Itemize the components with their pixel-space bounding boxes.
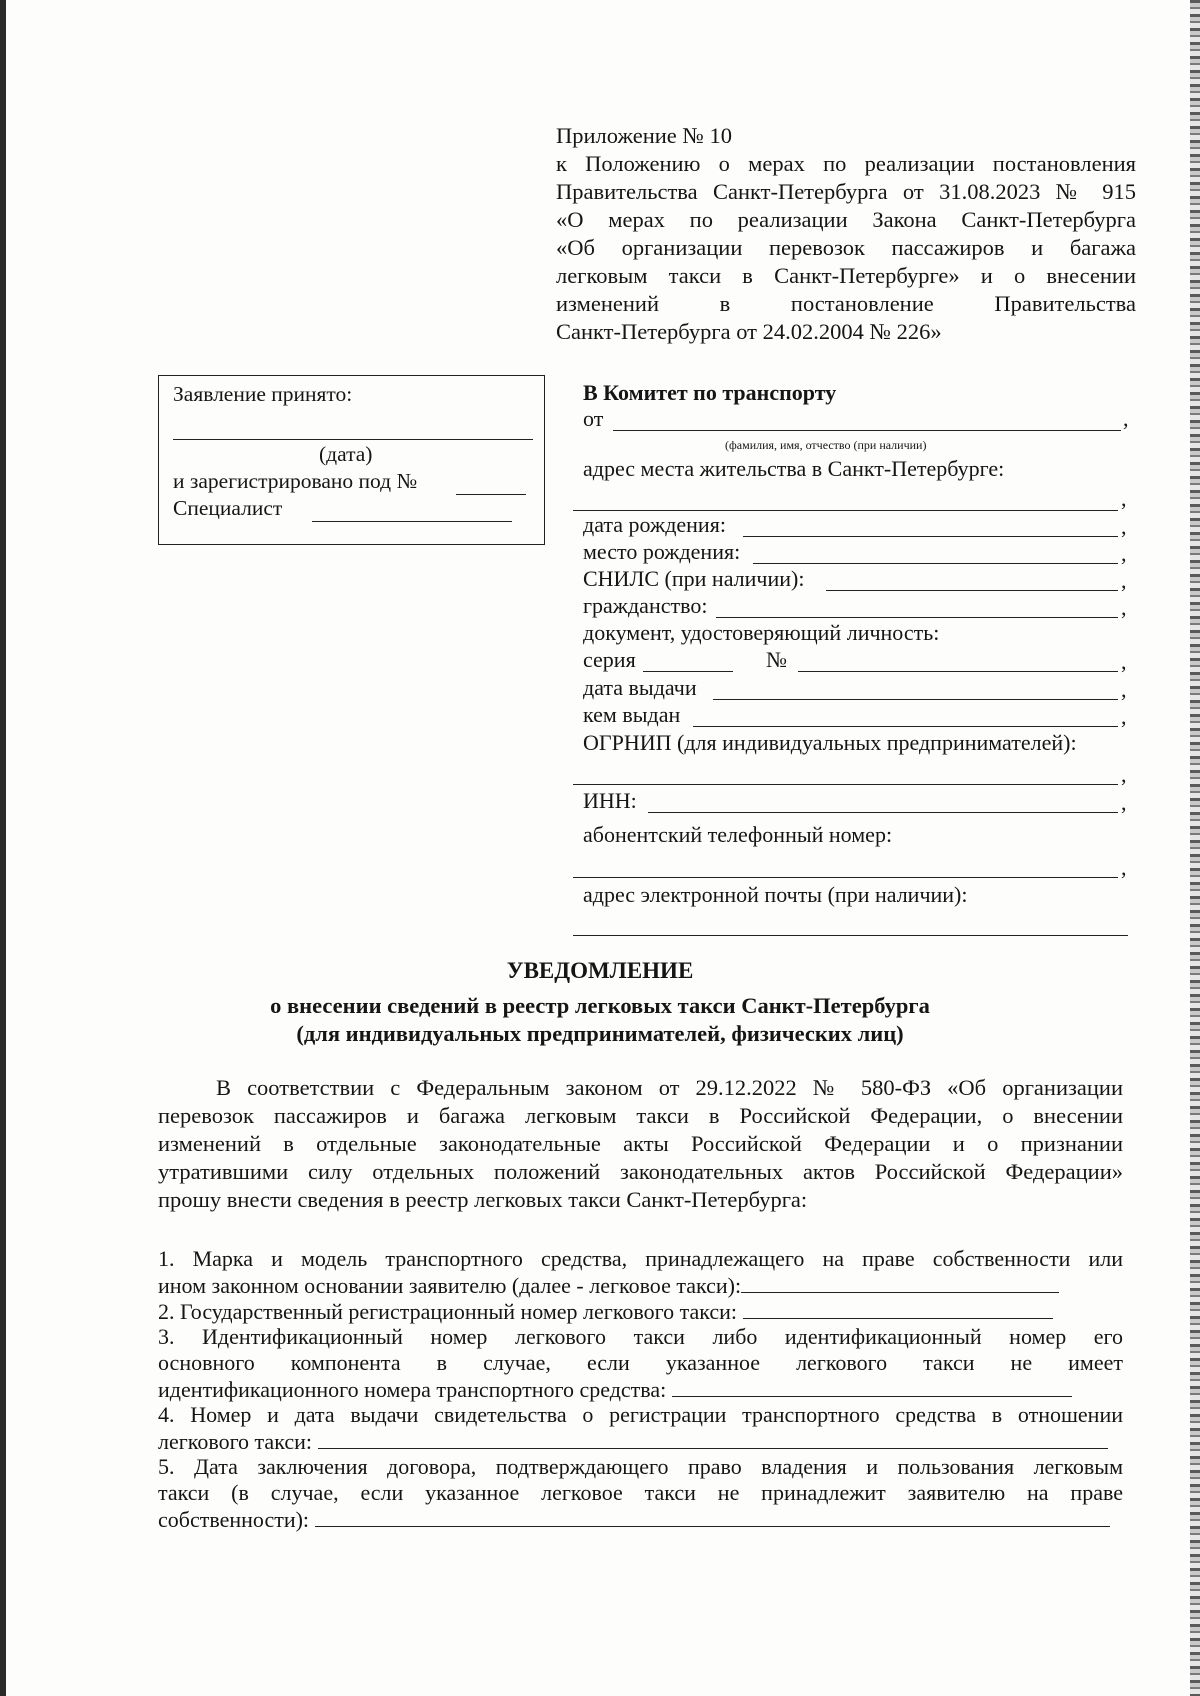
item-5-text: собственности): <box>158 1507 310 1532</box>
item-3-line: основного компонента в случае, если указанное легкового такси не имеет <box>158 1350 1123 1375</box>
item-3-field[interactable] <box>672 1376 1072 1397</box>
item-1-line <box>158 1272 1123 1298</box>
item-4-line <box>158 1428 1123 1454</box>
number-field[interactable] <box>798 671 1118 672</box>
appendix-header <box>556 122 1136 346</box>
issued-by-label: кем выдан <box>583 702 681 727</box>
address-label: адрес места жительства в Санкт-Петербурге: <box>583 456 1005 481</box>
paragraph-line: В соответствии с Федеральным законом от 29.12.2022 № 580-ФЗ «Об организации <box>216 1075 1123 1100</box>
phone-label: абонентский телефонный номер: <box>583 822 893 847</box>
item-2-line <box>158 1298 1123 1324</box>
comma: , <box>1121 762 1127 787</box>
comma: , <box>1121 677 1127 702</box>
inn-label: ИНН: <box>583 788 637 813</box>
phone-field[interactable] <box>573 877 1118 878</box>
snils-label: СНИЛС (при наличии): <box>583 566 805 591</box>
birth-place-label: место рождения: <box>583 539 741 564</box>
citizenship-label: гражданство: <box>583 593 708 618</box>
item-3-text: идентификационного номера транспортного средства: <box>158 1377 667 1402</box>
issue-date-label: дата выдачи <box>583 675 697 700</box>
stamp-date-field[interactable] <box>173 439 533 440</box>
appendix-line: изменений в постановление Правительства <box>556 291 1136 316</box>
appendix-line: «О мерах по реализации Закона Санкт-Петербурга <box>556 207 1136 232</box>
items-list <box>158 1246 1123 1532</box>
scan-edge-left <box>0 0 6 1696</box>
item-5-line: 5. Дата заключения договора, подтверждающего право владения и пользования легковым <box>158 1454 1123 1479</box>
item-4-field[interactable] <box>318 1428 1108 1449</box>
from-name-field[interactable] <box>613 430 1121 431</box>
ogrnip-field[interactable] <box>573 784 1118 785</box>
item-5-line: такси (в случае, если указанное легковое такси не принадлежит заявителю на праве <box>158 1480 1123 1505</box>
stamp-specialist-field[interactable] <box>312 521 512 522</box>
birth-date-label: дата рождения: <box>583 512 726 537</box>
comma: , <box>1121 649 1127 674</box>
from-label: от <box>583 406 604 431</box>
birth-date-field[interactable] <box>743 536 1118 537</box>
item-1-text: ином законном основании заявителю (далее - легковое такси): <box>158 1273 742 1298</box>
snils-field[interactable] <box>826 590 1118 591</box>
comma: , <box>1121 514 1127 539</box>
item-1-field[interactable] <box>741 1272 1059 1293</box>
comma: , <box>1121 704 1127 729</box>
paragraph-line: перевозок пассажиров и багажа легковым такси в Российской Федерации, о внесении <box>158 1103 1123 1128</box>
email-field[interactable] <box>573 935 1128 936</box>
stamp-registered-label: и зарегистрировано под № <box>173 469 417 493</box>
stamp-date-hint: (дата) <box>319 442 373 466</box>
stamp-specialist-label: Специалист <box>173 496 283 520</box>
series-label: серия <box>583 647 636 672</box>
email-label: адрес электронной почты (при наличии): <box>583 882 968 907</box>
scan-edge-right <box>1190 0 1200 1696</box>
item-1-line: 1. Марка и модель транспортного средства, принадлежащего на праве собственности или <box>158 1246 1123 1271</box>
item-4-line: 4. Номер и дата выдачи свидетельства о регистрации транспортного средства в отношении <box>158 1402 1123 1427</box>
item-5-line <box>158 1506 1123 1532</box>
comma: , <box>1123 406 1129 431</box>
address-field[interactable] <box>573 510 1118 511</box>
paragraph-line: прошу внести сведения в реестр легковых такси Санкт-Петербурга: <box>158 1187 808 1212</box>
paragraph-line: утратившими силу отдельных положений законодательных актов Российской Федерации» <box>158 1159 1123 1184</box>
comma: , <box>1121 541 1127 566</box>
appendix-line: легковым такси в Санкт-Петербурге» и о внесении <box>556 263 1136 288</box>
comma: , <box>1121 568 1127 593</box>
item-3-line: 3. Идентификационный номер легкового такси либо идентификационный номер его <box>158 1324 1123 1349</box>
comma: , <box>1121 855 1127 880</box>
comma: , <box>1121 790 1127 815</box>
stamp-number-field[interactable] <box>456 494 526 495</box>
item-2-text: 2. Государственный регистрационный номер легкового такси: <box>158 1299 738 1324</box>
series-field[interactable] <box>643 671 733 672</box>
birth-place-field[interactable] <box>753 563 1118 564</box>
ogrnip-label: ОГРНИП (для индивидуальных предпринимателей): <box>583 730 1077 755</box>
inn-field[interactable] <box>648 812 1118 813</box>
appendix-line: Приложение № 10 <box>556 123 732 148</box>
request-paragraph <box>158 1074 1123 1214</box>
citizenship-field[interactable] <box>716 617 1118 618</box>
appendix-line: Правительства Санкт-Петербурга от 31.08.2023 № 915 <box>556 179 1136 204</box>
item-5-field[interactable] <box>315 1506 1110 1527</box>
item-4-text: легкового такси: <box>158 1429 312 1454</box>
appendix-line: Санкт-Петербурга от 24.02.2004 № 226» <box>556 319 942 344</box>
comma: , <box>1121 595 1127 620</box>
issued-by-field[interactable] <box>693 726 1118 727</box>
id-doc-label: документ, удостоверяющий личность: <box>583 620 940 645</box>
item-2-field[interactable] <box>743 1298 1053 1319</box>
appendix-line: к Положению о мерах по реализации постановления <box>556 151 1136 176</box>
notice-subtitle: о внесении сведений в реестр легковых такси Санкт-Петербурга <box>270 993 930 1018</box>
comma: , <box>1121 486 1127 511</box>
stamp-received-label: Заявление принято: <box>173 382 353 406</box>
paragraph-line: изменений в отдельные законодательные акты Российской Федерации и о признании <box>158 1131 1123 1156</box>
issue-date-field[interactable] <box>713 699 1118 700</box>
number-label: № <box>766 647 787 672</box>
appendix-line: «Об организации перевозок пассажиров и багажа <box>556 235 1136 260</box>
name-hint: (фамилия, имя, отчество (при наличии) <box>725 438 927 452</box>
registration-stamp-box <box>158 375 545 545</box>
notice-title: УВЕДОМЛЕНИЕ <box>506 958 694 983</box>
item-3-line <box>158 1376 1123 1402</box>
addressee-title: В Комитет по транспорту <box>583 380 837 405</box>
notice-subtitle-2: (для индивидуальных предпринимателей, физических лиц) <box>296 1021 904 1046</box>
